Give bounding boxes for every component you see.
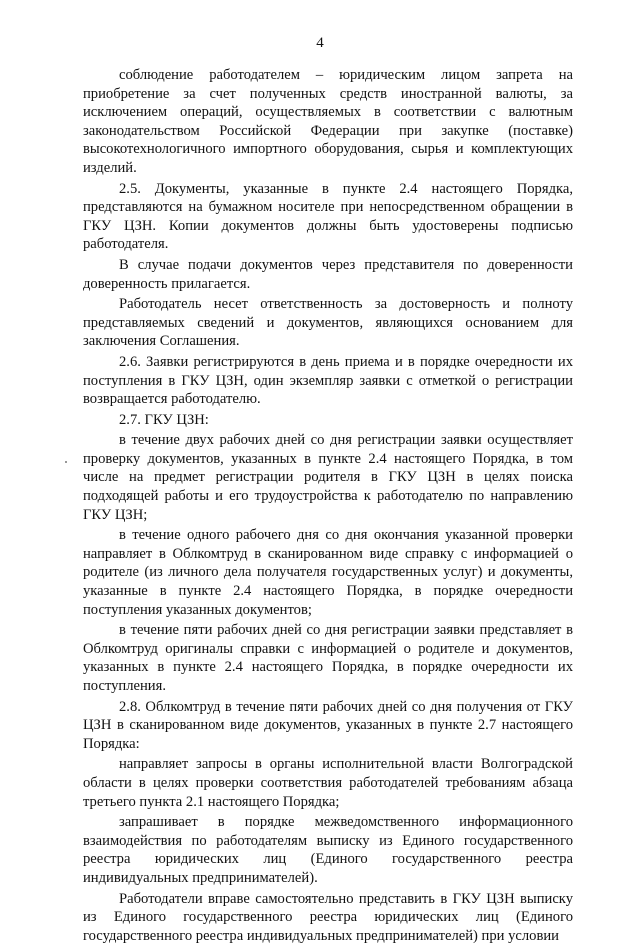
paragraph-currency-ban: соблюдение работодателем – юридическим лицом запрета на приобретение за счет полученных средств иностранной валюты, за исключением операций, осуществляемых в соответствии с валютным законодательством Российской Федерации при закупке (поставке) высокотехнологичного импортного оборудования, сырья и комплектующих изделий. <box>83 67 573 176</box>
document-body <box>83 66 573 947</box>
paragraph-2-8-extract: запрашивает в порядке межведомственного информационного взаимодействия по работодателям выписку из Единого государственного реестра юридических лиц (Единого государственного реестра индивидуальных предпринимателей). <box>83 814 573 886</box>
scan-speck <box>65 461 67 463</box>
paragraph-2-7-originals: в течение пяти рабочих дней со дня регистрации заявки представляет в Облкомтруд оригиналы справки с информацией о родителе и документов, указанных в пункте 2.4 настоящего Порядка, в порядке очередности их поступления. <box>83 622 573 694</box>
paragraph-representative: В случае подачи документов через представителя по доверенности доверенность прилагается. <box>83 256 573 292</box>
page-number: 4 <box>316 35 324 51</box>
paragraph-2-8-requests: направляет запросы в органы исполнительной власти Волгоградской области в целях проверки соответствия работодателей требованиям абзаца третьего пункта 2.1 настоящего Порядка; <box>83 756 573 810</box>
paragraph-responsibility: Работодатель несет ответственность за достоверность и полноту представляемых сведений и документов, являющихся основанием для заключения Соглашения. <box>83 296 573 350</box>
paragraph-2-8: 2.8. Облкомтруд в течение пяти рабочих дней со дня получения от ГКУ ЦЗН в сканированном виде документов, указанных в пункте 2.7 настоящего Порядка: <box>83 698 573 752</box>
paragraph-employers-right: Работодатели вправе самостоятельно представить в ГКУ ЦЗН выписку из Единого государственного реестра юридических лиц (Единого государственного реестра индивидуальных предпринимателей) при условии <box>83 890 573 944</box>
paragraph-2-7-heading: 2.7. ГКУ ЦЗН: <box>119 411 209 428</box>
paragraph-2-5: 2.5. Документы, указанные в пункте 2.4 настоящего Порядка, представляются на бумажном носителе при непосредственном обращении в ГКУ ЦЗН. Копии документов должны быть удостоверены подписью работодателя. <box>83 180 573 253</box>
paragraph-2-7-send-scan: в течение одного рабочего дня со дня окончания указанной проверки направляет в Облкомтруд в сканированном виде справку с информацией о родителе (из личного дела получателя государственных услуг) и документы, указанные в пункте 2.4 настоящего Порядка, в порядке очередности поступления указанных документов; <box>83 527 573 618</box>
paragraph-2-7-check: в течение двух рабочих дней со дня регистрации заявки осуществляет проверку документов, указанных в пункте 2.4 настоящего Порядка, в том числе на предмет регистрации родителя в ГКУ ЦЗН в целях поиска подходящей работы и его трудоустройства к работодателю по направлению ГКУ ЦЗН; <box>83 432 573 523</box>
paragraph-2-6: 2.6. Заявки регистрируются в день приема и в порядке очередности их поступления в ГКУ ЦЗН, один экземпляр заявки с отметкой о регистрации возвращается работодателю. <box>83 353 573 408</box>
